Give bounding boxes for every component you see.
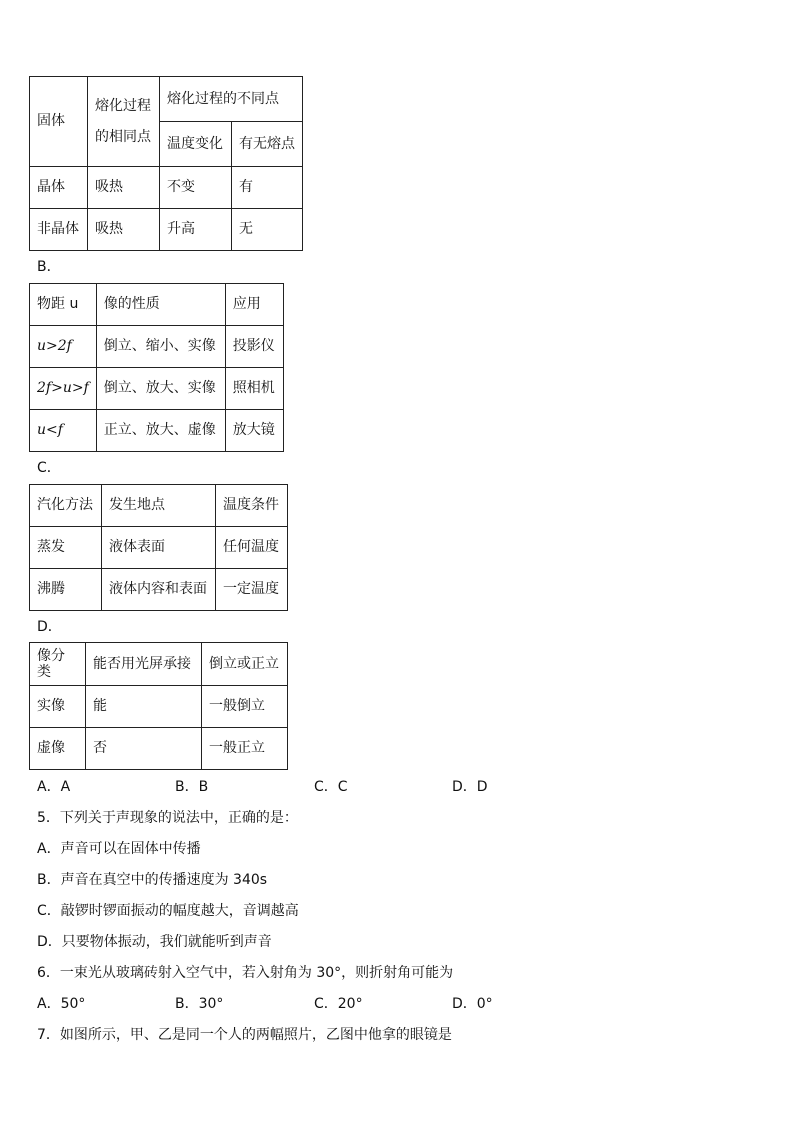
cell: 非晶体	[30, 209, 88, 251]
cell: 投影仪	[225, 326, 283, 368]
header-application: 应用	[225, 284, 283, 326]
cell: 吸热	[88, 167, 160, 209]
header-location: 发生地点	[102, 485, 216, 527]
header-temp-change: 温度变化	[160, 122, 232, 167]
header-solid: 固体	[30, 77, 88, 167]
q4-option-c: C．C	[314, 779, 348, 795]
header-image-class: 像分类	[30, 643, 86, 686]
q4-option-d: D．D	[452, 779, 488, 795]
cell: 一般倒立	[202, 686, 288, 728]
q4-option-b: B．B	[175, 779, 209, 795]
option-label-d: D．	[37, 619, 62, 635]
q5-option-a: A．声音可以在固体中传播	[37, 841, 201, 857]
cell: 否	[86, 728, 202, 770]
q6-option-d: D．0°	[452, 996, 493, 1012]
cell: 液体表面	[102, 527, 216, 569]
cell: 任何温度	[216, 527, 288, 569]
cell: 一定温度	[216, 569, 288, 611]
header-same-point	[88, 77, 160, 167]
q6-stem: 6．一束光从玻璃砖射入空气中，若入射角为 30°，则折射角可能为	[37, 965, 454, 981]
cell: 升高	[160, 209, 232, 251]
option-label-c: C．	[37, 460, 61, 476]
q5-stem: 5．下列关于声现象的说法中，正确的是：	[37, 810, 298, 826]
cell: 倒立、缩小、实像	[96, 326, 225, 368]
cell: 蒸发	[30, 527, 102, 569]
header-screen: 能否用光屏承接	[86, 643, 202, 686]
cell: 液体内容和表面	[102, 569, 216, 611]
q5-option-c: C．敲锣时锣面振动的幅度越大，音调越高	[37, 903, 299, 919]
cell: 虚像	[30, 728, 86, 770]
cell: 实像	[30, 686, 86, 728]
table-lens	[29, 283, 284, 452]
cell: 有	[232, 167, 303, 209]
cell: 一般正立	[202, 728, 288, 770]
header-same-line1: 熔化过程	[95, 97, 151, 114]
header-temp-condition: 温度条件	[216, 485, 288, 527]
cell: 吸热	[88, 209, 160, 251]
q6-option-a: A．50°	[37, 996, 86, 1012]
cell: 2f>u>f	[30, 368, 97, 410]
cell: 能	[86, 686, 202, 728]
cell: 放大镜	[225, 410, 283, 452]
cell: 照相机	[225, 368, 283, 410]
header-method: 汽化方法	[30, 485, 102, 527]
table-melting	[29, 76, 303, 251]
cell: 晶体	[30, 167, 88, 209]
header-same-line2: 的相同点	[95, 128, 151, 145]
header-orientation: 倒立或正立	[202, 643, 288, 686]
header-object-distance: 物距 u	[30, 284, 97, 326]
cell: 正立、放大、虚像	[96, 410, 225, 452]
cell: u<f	[30, 410, 97, 452]
cell: 沸腾	[30, 569, 102, 611]
option-label-b: B．	[37, 259, 61, 275]
cell: 无	[232, 209, 303, 251]
cell: 不变	[160, 167, 232, 209]
q7-stem: 7．如图所示，甲、乙是同一个人的两幅照片，乙图中他拿的眼镜是	[37, 1027, 452, 1043]
header-melting-point: 有无熔点	[232, 122, 303, 167]
q4-option-a: A．A	[37, 779, 71, 795]
q5-option-b: B．声音在真空中的传播速度为 340s	[37, 872, 268, 888]
cell: 倒立、放大、实像	[96, 368, 225, 410]
header-image-nature: 像的性质	[96, 284, 225, 326]
table-vaporization	[29, 484, 288, 611]
q6-option-c: C．20°	[314, 996, 363, 1012]
q6-option-b: B．30°	[175, 996, 224, 1012]
header-diff-point: 熔化过程的不同点	[160, 77, 303, 122]
table-image-types	[29, 642, 288, 770]
q5-option-d: D．只要物体振动，我们就能听到声音	[37, 934, 272, 950]
cell: u>2f	[30, 326, 97, 368]
